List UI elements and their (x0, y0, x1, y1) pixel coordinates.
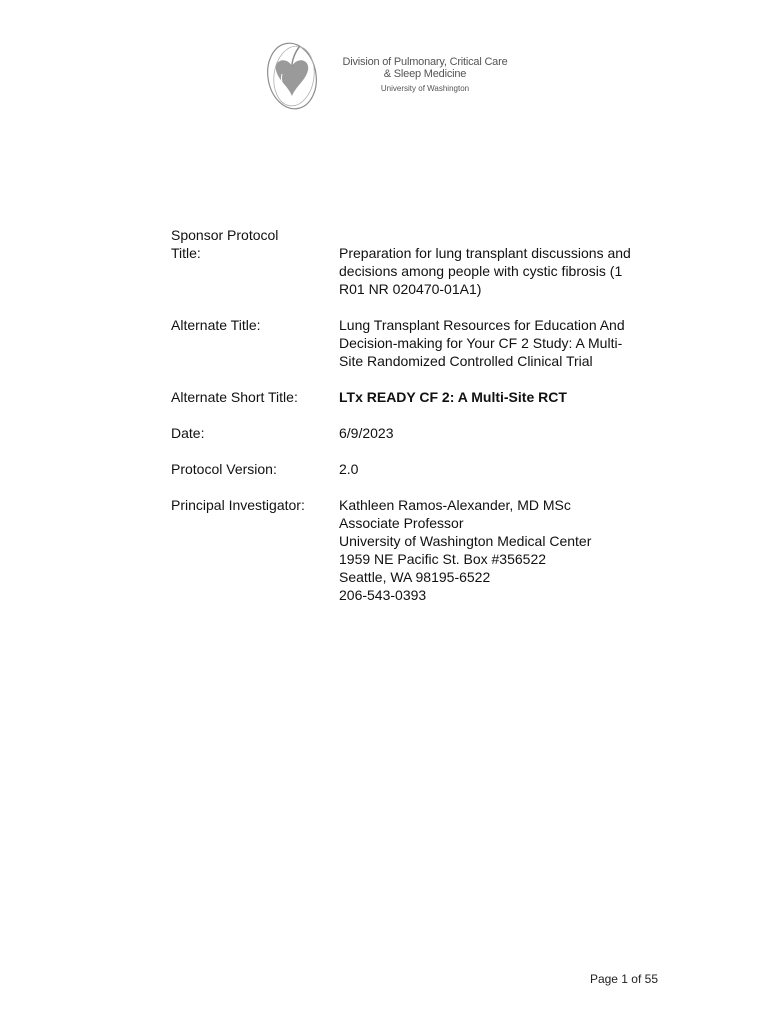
pi-phone: 206-543-0393 (339, 587, 427, 603)
protocol-version-label: Protocol Version: (171, 461, 277, 477)
sponsor-protocol-label (171, 226, 339, 262)
sponsor-protocol-row (171, 226, 671, 316)
pi-name: Kathleen Ramos-Alexander, MD MSc (339, 497, 571, 513)
alt-title-line: Site Randomized Controlled Clinical Trial (339, 353, 593, 369)
sponsor-value-line: R01 NR 020470-01A1) (339, 281, 482, 297)
sponsor-value-line: Preparation for lung transplant discussions and (339, 245, 631, 261)
date-value: 6/9/2023 (339, 425, 394, 441)
pi-city: Seattle, WA 98195-6522 (339, 569, 491, 585)
page-number: Page 1 of 55 (589, 972, 658, 986)
protocol-version-value: 2.0 (339, 461, 359, 477)
org-division-line: Division of Pulmonary, Critical Care (342, 56, 508, 68)
alternate-title-value (339, 316, 671, 370)
alt-title-line: Decision-making for Your CF 2 Study: A Multi- (339, 335, 623, 351)
alternate-short-title-label: Alternate Short Title: (171, 389, 298, 405)
org-university-line: University of Washington (380, 84, 470, 93)
heart-lung-logo-icon (262, 36, 326, 112)
date-row (171, 424, 671, 460)
alternate-title-row (171, 316, 671, 388)
pi-title: Associate Professor (339, 515, 464, 531)
alternate-short-title-row (171, 388, 671, 424)
sponsor-label-line1: Sponsor Protocol (171, 227, 279, 243)
org-specialty-line: & Sleep Medicine (383, 68, 467, 80)
alt-title-line: Lung Transplant Resources for Education And (339, 317, 625, 333)
sponsor-label-line2: Title: (171, 245, 201, 261)
alternate-short-title-value: LTx READY CF 2: A Multi-Site RCT (339, 389, 567, 405)
protocol-info-table (171, 226, 671, 604)
sponsor-protocol-value (339, 226, 671, 298)
pi-institution: University of Washington Medical Center (339, 533, 592, 549)
sponsor-value-line: decisions among people with cystic fibrosis (1 (339, 263, 623, 279)
alternate-title-label: Alternate Title: (171, 317, 261, 333)
principal-investigator-row (171, 496, 671, 604)
date-label: Date: (171, 425, 205, 441)
document-header (262, 36, 522, 112)
pi-address: 1959 NE Pacific St. Box #356522 (339, 551, 547, 567)
principal-investigator-value (339, 496, 671, 604)
organization-name (330, 56, 520, 95)
principal-investigator-label: Principal Investigator: (171, 497, 305, 513)
protocol-version-row (171, 460, 671, 496)
